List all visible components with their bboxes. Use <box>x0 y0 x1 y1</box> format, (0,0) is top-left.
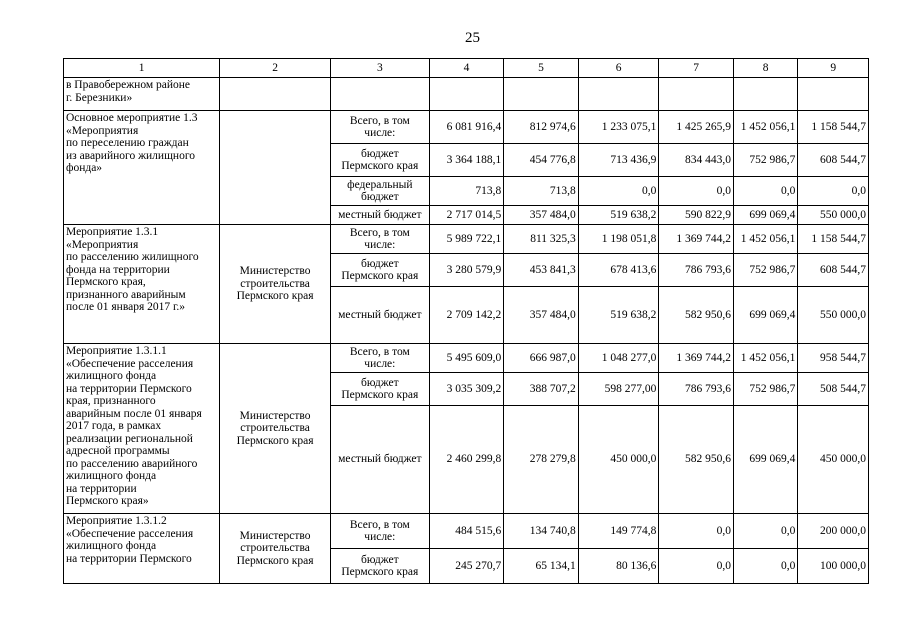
amount-cell: 453 841,3 <box>504 254 579 287</box>
amount-cell <box>798 78 869 111</box>
amount-cell: 699 069,4 <box>733 287 797 344</box>
column-header: 2 <box>220 59 331 78</box>
amount-cell: 1 452 056,1 <box>733 111 797 144</box>
funding-source-cell: Всего, в том числе: <box>330 111 429 144</box>
amount-cell: 3 035 309,2 <box>429 373 504 406</box>
table-row <box>64 78 869 111</box>
amount-cell: 550 000,0 <box>798 206 869 225</box>
funding-source-cell: Всего, в том числе: <box>330 344 429 373</box>
amount-cell: 200 000,0 <box>798 514 869 549</box>
funding-source-cell: бюджет Пермского края <box>330 144 429 177</box>
amount-cell: 590 822,9 <box>659 206 734 225</box>
amount-cell: 519 638,2 <box>578 206 659 225</box>
amount-cell: 519 638,2 <box>578 287 659 344</box>
amount-cell <box>733 78 797 111</box>
table-row <box>64 111 869 144</box>
amount-cell: 508 544,7 <box>798 373 869 406</box>
table-body <box>64 59 869 584</box>
amount-cell: 5 495 609,0 <box>429 344 504 373</box>
amount-cell: 582 950,6 <box>659 287 734 344</box>
column-header: 8 <box>733 59 797 78</box>
amount-cell: 357 484,0 <box>504 206 579 225</box>
amount-cell: 134 740,8 <box>504 514 579 549</box>
amount-cell: 1 452 056,1 <box>733 225 797 254</box>
funding-source-cell: Всего, в том числе: <box>330 514 429 549</box>
amount-cell <box>504 78 579 111</box>
amount-cell: 2 460 299,8 <box>429 406 504 514</box>
amount-cell: 713,8 <box>429 177 504 206</box>
funding-source-cell: местный бюджет <box>330 206 429 225</box>
amount-cell <box>429 78 504 111</box>
amount-cell: 1 233 075,1 <box>578 111 659 144</box>
column-header: 6 <box>578 59 659 78</box>
table-row <box>64 514 869 549</box>
amount-cell: 5 989 722,1 <box>429 225 504 254</box>
funding-source-cell: бюджет Пермского края <box>330 254 429 287</box>
amount-cell: 1 369 744,2 <box>659 225 734 254</box>
funding-source-cell <box>330 78 429 111</box>
amount-cell: 450 000,0 <box>578 406 659 514</box>
amount-cell: 1 425 265,9 <box>659 111 734 144</box>
amount-cell: 0,0 <box>578 177 659 206</box>
amount-cell: 149 774,8 <box>578 514 659 549</box>
amount-cell: 598 277,00 <box>578 373 659 406</box>
amount-cell: 245 270,7 <box>429 549 504 584</box>
table-row <box>64 344 869 373</box>
column-header: 7 <box>659 59 734 78</box>
amount-cell: 834 443,0 <box>659 144 734 177</box>
amount-cell: 699 069,4 <box>733 406 797 514</box>
amount-cell: 388 707,2 <box>504 373 579 406</box>
amount-cell: 786 793,6 <box>659 254 734 287</box>
amount-cell: 713 436,9 <box>578 144 659 177</box>
funding-source-cell: местный бюджет <box>330 287 429 344</box>
table-row <box>64 225 869 254</box>
amount-cell: 699 069,4 <box>733 206 797 225</box>
amount-cell: 1 198 051,8 <box>578 225 659 254</box>
amount-cell: 812 974,6 <box>504 111 579 144</box>
responsible-cell: Министерство строительства Пермского края <box>220 344 331 514</box>
amount-cell: 0,0 <box>733 514 797 549</box>
amount-cell: 0,0 <box>659 177 734 206</box>
column-header: 5 <box>504 59 579 78</box>
amount-cell: 713,8 <box>504 177 579 206</box>
amount-cell: 1 048 277,0 <box>578 344 659 373</box>
amount-cell: 450 000,0 <box>798 406 869 514</box>
amount-cell: 752 986,7 <box>733 254 797 287</box>
activity-name-cell: в Правобережном районе г. Березники» <box>64 78 220 111</box>
amount-cell: 550 000,0 <box>798 287 869 344</box>
amount-cell: 678 413,6 <box>578 254 659 287</box>
amount-cell: 0,0 <box>733 549 797 584</box>
amount-cell: 484 515,6 <box>429 514 504 549</box>
amount-cell: 65 134,1 <box>504 549 579 584</box>
amount-cell: 3 280 579,9 <box>429 254 504 287</box>
amount-cell: 0,0 <box>798 177 869 206</box>
header-row <box>64 59 869 78</box>
amount-cell: 958 544,7 <box>798 344 869 373</box>
responsible-cell: Министерство строительства Пермского края <box>220 514 331 584</box>
amount-cell: 752 986,7 <box>733 144 797 177</box>
amount-cell: 454 776,8 <box>504 144 579 177</box>
column-header: 3 <box>330 59 429 78</box>
amount-cell: 1 452 056,1 <box>733 344 797 373</box>
amount-cell: 752 986,7 <box>733 373 797 406</box>
amount-cell: 1 158 544,7 <box>798 225 869 254</box>
funding-source-cell: бюджет Пермского края <box>330 373 429 406</box>
amount-cell: 6 081 916,4 <box>429 111 504 144</box>
amount-cell: 2 717 014,5 <box>429 206 504 225</box>
amount-cell: 0,0 <box>659 514 734 549</box>
funding-source-cell: Всего, в том числе: <box>330 225 429 254</box>
amount-cell: 0,0 <box>733 177 797 206</box>
activity-name-cell: Основное мероприятие 1.3 «Мероприятия по переселению граждан из аварийного жилищного фонда» <box>64 111 220 225</box>
amount-cell: 582 950,6 <box>659 406 734 514</box>
funding-source-cell: бюджет Пермского края <box>330 549 429 584</box>
amount-cell: 666 987,0 <box>504 344 579 373</box>
amount-cell: 278 279,8 <box>504 406 579 514</box>
amount-cell: 0,0 <box>659 549 734 584</box>
amount-cell <box>578 78 659 111</box>
funding-source-cell: федеральный бюджет <box>330 177 429 206</box>
activity-name-cell: Мероприятие 1.3.1.2 «Обеспечение расселения жилищного фонда на территории Пермского <box>64 514 220 584</box>
amount-cell: 786 793,6 <box>659 373 734 406</box>
program-table <box>63 58 869 584</box>
column-header: 4 <box>429 59 504 78</box>
column-header: 1 <box>64 59 220 78</box>
amount-cell: 357 484,0 <box>504 287 579 344</box>
amount-cell: 2 709 142,2 <box>429 287 504 344</box>
amount-cell: 608 544,7 <box>798 144 869 177</box>
column-header: 9 <box>798 59 869 78</box>
amount-cell: 1 369 744,2 <box>659 344 734 373</box>
activity-name-cell: Мероприятие 1.3.1 «Мероприятия по расселению жилищного фонда на территории Пермского края, признанного аварийным после 01 января 2017 г.» <box>64 225 220 344</box>
amount-cell: 100 000,0 <box>798 549 869 584</box>
funding-source-cell: местный бюджет <box>330 406 429 514</box>
amount-cell: 608 544,7 <box>798 254 869 287</box>
amount-cell: 3 364 188,1 <box>429 144 504 177</box>
responsible-cell <box>220 111 331 225</box>
responsible-cell: Министерство строительства Пермского края <box>220 225 331 344</box>
page-number: 25 <box>465 30 480 46</box>
activity-name-cell: Мероприятие 1.3.1.1 «Обеспечение расселения жилищного фонда на территории Пермского края, признанного аварийным после 01 января 2017 года, в рамках реализации региональной адресной программы по расселению аварийного жилищного фонда на территории Пермского края» <box>64 344 220 514</box>
amount-cell: 80 136,6 <box>578 549 659 584</box>
amount-cell <box>659 78 734 111</box>
responsible-cell <box>220 78 331 111</box>
amount-cell: 1 158 544,7 <box>798 111 869 144</box>
amount-cell: 811 325,3 <box>504 225 579 254</box>
